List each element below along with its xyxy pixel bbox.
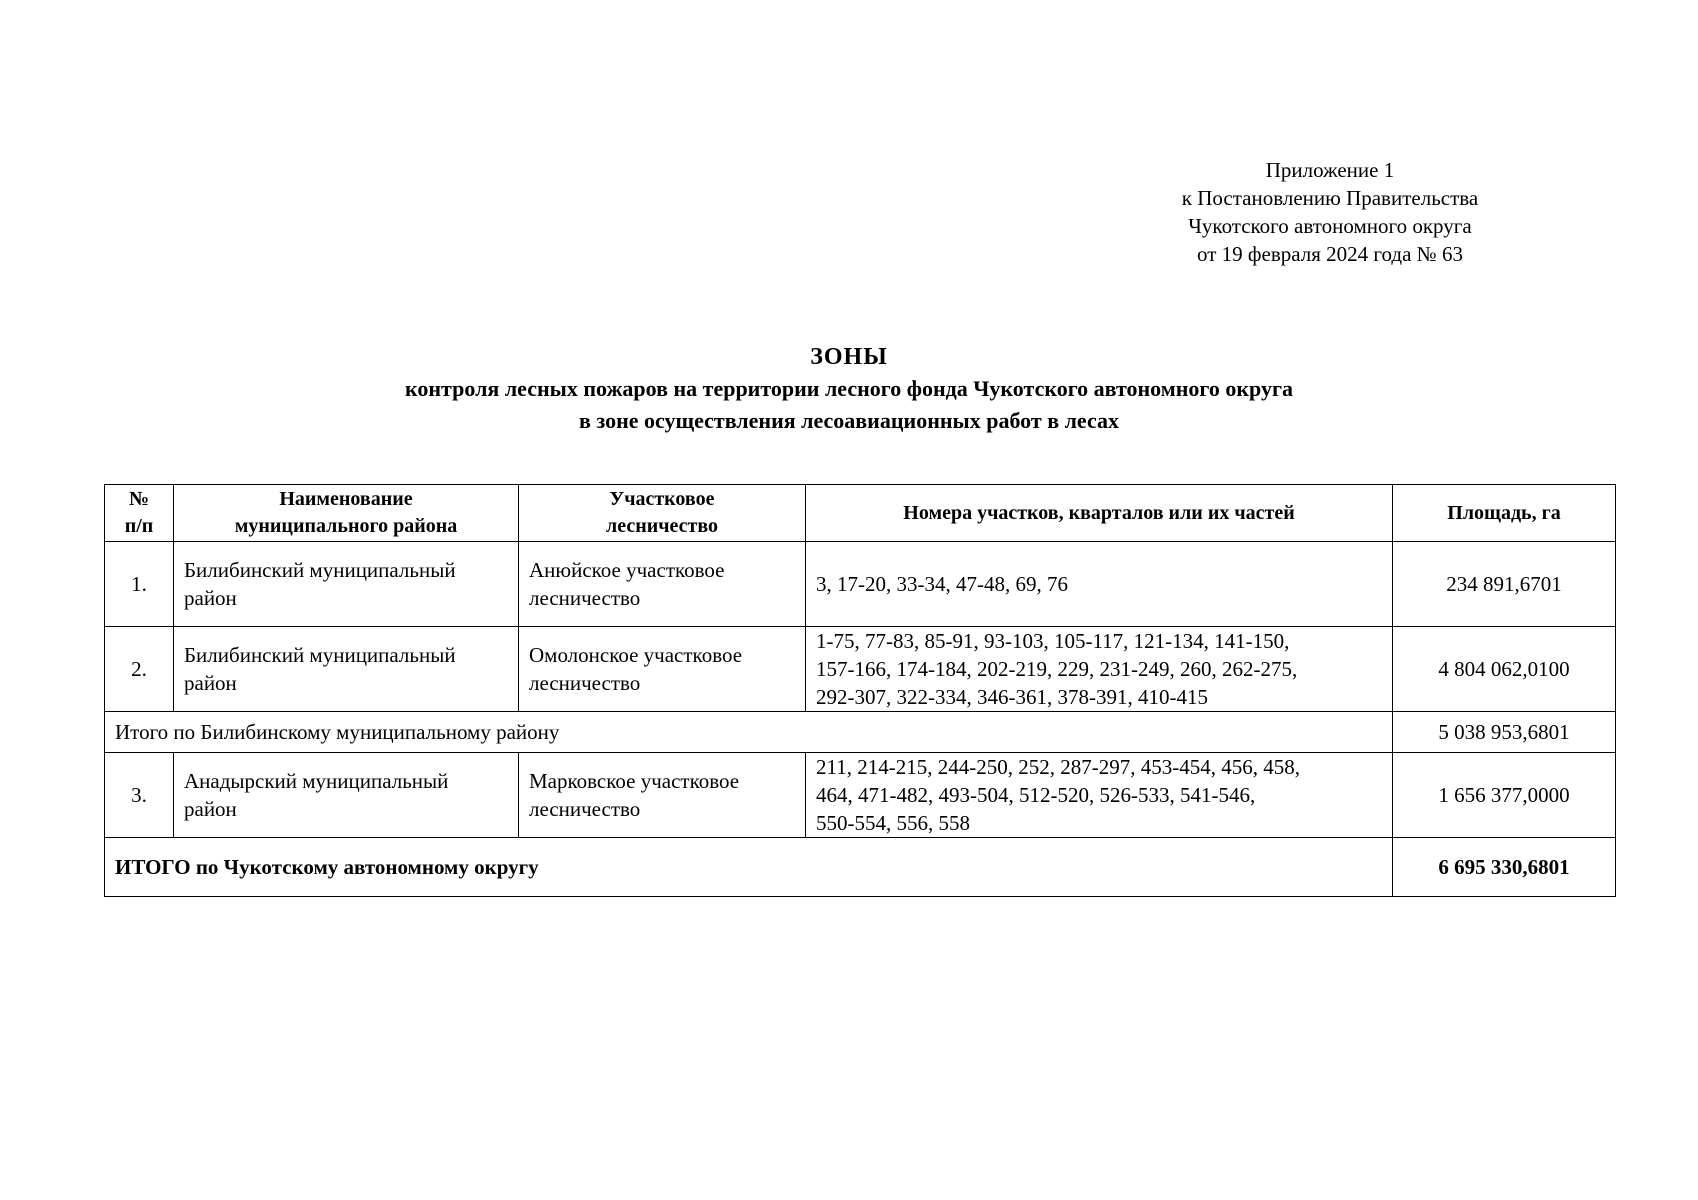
row-number: 3. bbox=[105, 753, 174, 838]
row-area: 4 804 062,0100 bbox=[1393, 627, 1616, 712]
row-plots bbox=[806, 542, 1393, 627]
header-district-line1: Наименование bbox=[279, 488, 413, 510]
appendix-reference: к Постановлению Правительства bbox=[1181, 186, 1479, 210]
table-header-row bbox=[105, 485, 1616, 542]
row-district-line2: район bbox=[184, 671, 237, 695]
row-forestry bbox=[519, 542, 806, 627]
header-plots: Номера участков, кварталов или их частей bbox=[806, 485, 1393, 542]
subtotal-label: Итого по Билибинскому муниципальному району bbox=[105, 712, 1393, 753]
appendix-date: от 19 февраля 2024 года № 63 bbox=[1197, 242, 1463, 266]
row-district-line1: Анадырский муниципальный bbox=[184, 769, 449, 793]
row-forestry bbox=[519, 753, 806, 838]
header-forestry bbox=[519, 485, 806, 542]
row-district bbox=[174, 542, 519, 627]
appendix-header bbox=[1100, 156, 1560, 268]
row-forestry-line2: лесничество bbox=[529, 671, 641, 695]
header-number bbox=[105, 485, 174, 542]
header-forestry-line2: лесничество bbox=[605, 515, 719, 537]
row-number: 1. bbox=[105, 542, 174, 627]
header-area: Площадь, га bbox=[1393, 485, 1616, 542]
row-plots bbox=[806, 753, 1393, 838]
total-row bbox=[105, 838, 1616, 897]
total-area: 6 695 330,6801 bbox=[1393, 838, 1616, 897]
row-plots-line1: 211, 214-215, 244-250, 252, 287-297, 453-454, 456, 458, bbox=[816, 755, 1300, 779]
header-number-line1: № bbox=[128, 488, 150, 510]
subtotal-row bbox=[105, 712, 1616, 753]
table-row bbox=[105, 753, 1616, 838]
row-forestry-line1: Марковское участковое bbox=[529, 769, 740, 793]
zones-table bbox=[104, 484, 1616, 897]
row-plots bbox=[806, 627, 1393, 712]
title-subtitle-line1: контроля лесных пожаров на территории лесного фонда Чукотского автономного округа bbox=[405, 376, 1293, 401]
row-plots-line1: 3, 17-20, 33-34, 47-48, 69, 76 bbox=[816, 572, 1068, 596]
row-district-line1: Билибинский муниципальный bbox=[184, 643, 456, 667]
row-forestry-line1: Омолонское участковое bbox=[529, 643, 743, 667]
row-district bbox=[174, 627, 519, 712]
title-main: ЗОНЫ bbox=[810, 344, 888, 370]
subtotal-area: 5 038 953,6801 bbox=[1393, 712, 1616, 753]
row-district-line2: район bbox=[184, 586, 237, 610]
row-forestry-line2: лесничество bbox=[529, 586, 641, 610]
table-row bbox=[105, 627, 1616, 712]
document-title bbox=[104, 341, 1594, 437]
row-forestry-line1: Анюйское участковое bbox=[529, 558, 725, 582]
total-label: ИТОГО по Чукотскому автономному округу bbox=[105, 838, 1393, 897]
row-area: 1 656 377,0000 bbox=[1393, 753, 1616, 838]
table-row bbox=[105, 542, 1616, 627]
appendix-authority: Чукотского автономного округа bbox=[1188, 214, 1472, 238]
row-forestry-line2: лесничество bbox=[529, 797, 641, 821]
row-area: 234 891,6701 bbox=[1393, 542, 1616, 627]
row-plots-line1: 1-75, 77-83, 85-91, 93-103, 105-117, 121-134, 141-150, bbox=[816, 629, 1290, 653]
row-district-line2: район bbox=[184, 797, 237, 821]
row-number: 2. bbox=[105, 627, 174, 712]
row-plots-line3: 292-307, 322-334, 346-361, 378-391, 410-415 bbox=[816, 685, 1208, 709]
header-district-line2: муниципального района bbox=[234, 515, 458, 537]
title-subtitle-line2: в зоне осуществления лесоавиационных работ в лесах bbox=[579, 408, 1119, 433]
header-number-line2: п/п bbox=[124, 515, 154, 537]
header-forestry-line1: Участковое bbox=[609, 488, 715, 510]
row-forestry bbox=[519, 627, 806, 712]
row-plots-line2: 157-166, 174-184, 202-219, 229, 231-249, 260, 262-275, bbox=[816, 657, 1298, 681]
appendix-number: Приложение 1 bbox=[1265, 158, 1395, 182]
row-district-line1: Билибинский муниципальный bbox=[184, 558, 456, 582]
header-district bbox=[174, 485, 519, 542]
row-plots-line3: 550-554, 556, 558 bbox=[816, 811, 970, 835]
row-plots-line2: 464, 471-482, 493-504, 512-520, 526-533, 541-546, bbox=[816, 783, 1256, 807]
row-district bbox=[174, 753, 519, 838]
